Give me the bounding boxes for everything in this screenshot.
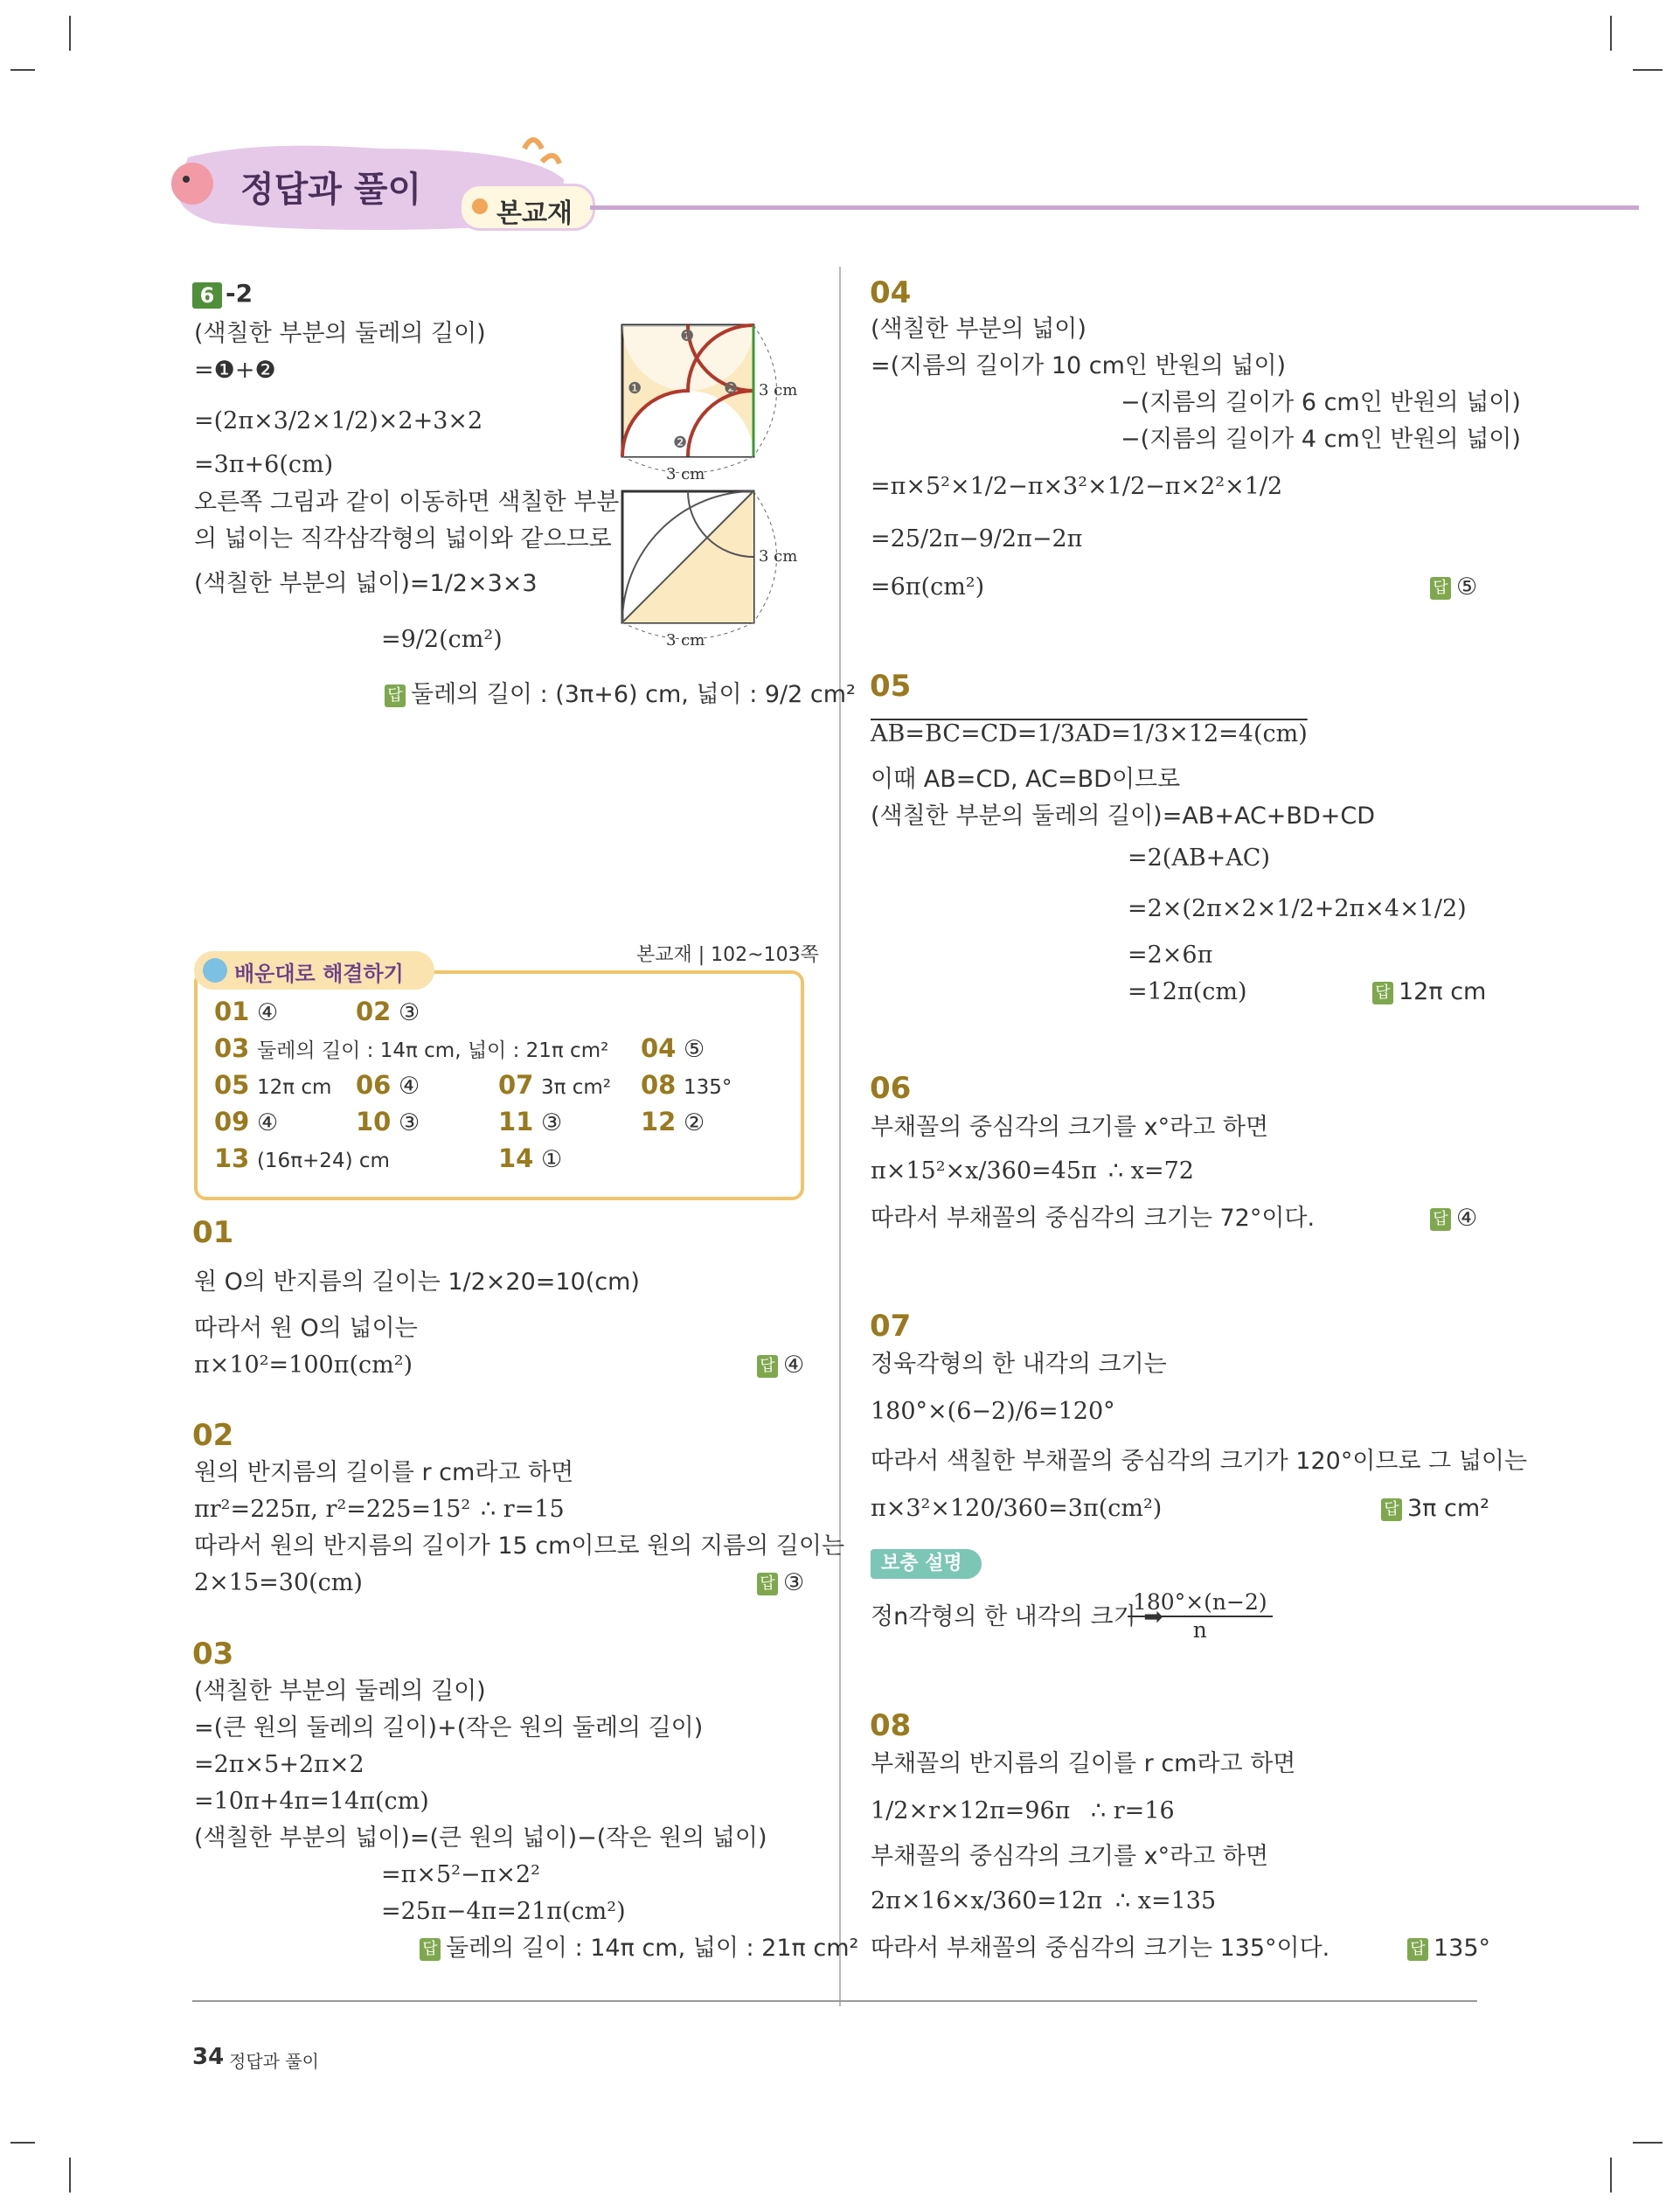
answer-text: ⑤ [1456,573,1478,601]
note-formula [1128,1589,1273,1644]
line: 정n각형의 한 내각의 크기 ➡ [871,1603,1163,1630]
problem-number: 03 [192,1637,234,1671]
answer-text: ③ [783,1569,805,1596]
line: 정육각형의 한 내각의 크기는 [871,1351,1167,1378]
answer-tag-icon: 답 [1430,577,1451,600]
line: ∴ x=72 [1108,1157,1194,1185]
line: (색칠한 부분의 넓이) [871,316,1086,343]
crop-mark [1633,69,1663,71]
crop-mark [1633,2142,1663,2144]
line: =π×5²−π×2² [381,1861,540,1888]
line: =6π(cm²) [871,573,985,601]
line: πr²=225π, r²=225=15² [194,1496,471,1523]
line: =π×5²×1/2−π×3²×1/2−π×2²×1/2 [871,473,1283,500]
answer-text: 3π cm² [1407,1495,1489,1522]
answer-tag-icon: 답 [1430,1208,1451,1231]
line: ∴ x=135 [1115,1887,1217,1915]
line: 오른쪽 그림과 같이 이동하면 색칠한 부분 [194,489,620,516]
fig-mark-1b: ❶ [628,379,642,398]
figure-6-2 [612,315,822,664]
answer [757,1566,804,1601]
line: =(큰 원의 둘레의 길이)+(작은 원의 둘레의 길이) [194,1714,704,1741]
summary-item: 02 ③ [356,997,420,1026]
line: 따라서 부채꼴의 중심각의 크기는 135°이다. [871,1935,1330,1962]
summary-item: 14 ① [498,1143,563,1173]
summary-title-pill [194,951,434,990]
line: 부채꼴의 중심각의 크기를 x°라고 하면 [871,1114,1269,1141]
whale-icon [203,958,227,983]
whale-icon [171,163,213,205]
problem-number: 02 [192,1418,234,1453]
line: ∴ r=15 [481,1496,565,1523]
line: (색칠한 부분의 둘레의 길이)=AB+AC+BD+CD [871,803,1376,830]
tab-pill [459,184,595,231]
note-label: 보충 설명 [871,1549,982,1579]
line: =10π+4π=14π(cm) [194,1788,429,1815]
line: =9/2(cm²) [381,626,503,653]
badge-suffix: -2 [226,279,253,308]
column-divider [839,267,841,2006]
header-rule [590,205,1639,210]
summary-item: 08 135° [641,1070,732,1100]
summary-item: 04 ⑤ [641,1033,705,1063]
line: =2×(2π×2×1/2+2π×4×1/2) [1128,895,1467,922]
line [194,404,482,439]
fig-mark-2: ❷ [724,379,739,398]
line: AB=BC=CD=1/3AD=1/3×12=4(cm) [871,720,1308,747]
line: 2π×16×x/360=12π [871,1887,1103,1915]
summary-item: 13 (16π+24) cm [214,1143,390,1173]
answer [1430,1201,1477,1236]
answer-tag-icon: 답 [757,1355,778,1378]
line: 이때 AB=CD, AC=BD이므로 [871,766,1181,793]
summary-item: 11 ③ [498,1107,563,1136]
header [153,131,1639,236]
line: (색칠한 부분의 둘레의 길이) [194,320,486,347]
crop-mark [10,2142,35,2144]
fig-dim-bottom-2: 3 cm [666,631,705,650]
answer [1372,975,1486,1010]
problem-number: 07 [870,1309,912,1344]
line: −(지름의 길이가 4 cm인 반원의 넓이) [1121,426,1521,453]
fig-mark-2b: ❷ [673,434,688,452]
dot-icon [472,198,488,214]
crop-mark [10,69,35,71]
summary-item: 05 12π cm [214,1070,332,1100]
answer-text: ④ [783,1352,805,1379]
line: 따라서 원 O의 넓이는 [194,1315,418,1342]
answer-tag-icon: 답 [1381,1498,1402,1521]
fig-mark-1: ❶ [680,327,695,345]
problem-number: 05 [870,669,912,704]
badge: 6 [192,282,222,309]
answer-tag-icon: 답 [1372,982,1393,1004]
line: =25π−4π=21π(cm²) [381,1898,626,1925]
summary-title: 배운대로 해결하기 [234,962,404,986]
line: 2×15=30(cm) [194,1569,363,1596]
line: −(지름의 길이가 6 cm인 반원의 넓이) [1121,389,1521,416]
line: 의 넓이는 직각삼각형의 넓이와 같으므로 [194,525,612,552]
fig-dim-side-2: 3 cm [759,547,798,566]
line: 따라서 부채꼴의 중심각의 크기는 72°이다. [871,1205,1316,1232]
answer-tag-icon: 답 [757,1573,778,1595]
line: =25/2π−9/2π−2π [871,525,1083,552]
line: 부채꼴의 반지름의 길이를 r cm라고 하면 [871,1750,1296,1777]
summary-item: 10 ③ [356,1107,420,1136]
line: 부채꼴의 중심각의 크기를 x°라고 하면 [871,1843,1269,1870]
crop-mark [69,16,71,51]
answer [420,1931,858,1966]
line: =2π×5+2π×2 [194,1751,364,1778]
line: 1/2×r×12π=96π [871,1797,1071,1824]
line: =12π(cm) [1128,978,1247,1005]
line: 따라서 색칠한 부채꼴의 중심각의 크기가 120°이므로 그 넓이는 [871,1448,1528,1475]
crop-mark [1610,2158,1612,2193]
page-title: 정답과 풀이 [240,170,422,210]
line: π×3²×120/360=3π(cm²) [871,1495,1163,1522]
line: 180°×(6−2)/6=120° [871,1398,1115,1425]
summary-grid [214,997,791,1189]
answer-text: 135° [1434,1935,1491,1962]
problem-number: 08 [870,1708,912,1743]
line: π×10²=100π(cm²) [194,1352,413,1379]
line-text: =(2π×3/2×1/2)×2+3×2 [194,407,483,434]
tab-label: 본교재 [496,198,573,229]
summary-pages: 본교재 | 102~103쪽 [636,944,819,966]
line: 따라서 원의 반지름의 길이가 15 cm이므로 원의 지름의 길이는 [194,1532,845,1560]
formula-denominator: n [1192,1617,1207,1643]
line: =2(AB+AC) [1128,844,1270,872]
answer-text: 12π cm [1399,978,1487,1005]
answer [757,1348,804,1383]
problem-number: 06 [870,1071,912,1106]
problem-number: 04 [870,275,912,310]
page-number: 34 [192,2044,225,2070]
answer-text: ④ [1456,1205,1478,1232]
line: ∴ r=16 [1091,1797,1175,1824]
fig-dim-side: 3 cm [759,381,798,400]
answer [1407,1931,1490,1966]
answer [385,678,856,712]
summary-item: 03 둘레의 길이 : 14π cm, 넓이 : 21π cm² [214,1033,609,1063]
answer-tag-icon: 답 [420,1938,441,1961]
line: (색칠한 부분의 넓이)=1/2×3×3 [194,570,538,597]
formula-numerator: 180°×(n−2) [1128,1589,1273,1617]
answer [1381,1491,1489,1526]
footer-rule [192,2000,1477,2002]
summary-item: 01 ④ [214,997,279,1026]
fig-dim-bottom: 3 cm [666,465,705,483]
line: π×15²×x/360=45π [871,1157,1097,1185]
line: =❶+❷ [194,357,276,384]
summary-item: 07 3π cm² [498,1070,612,1100]
answer-tag-icon: 답 [1407,1938,1428,1961]
footer-label: 정답과 풀이 [229,2051,319,2072]
line: =2×6π [1128,942,1213,969]
answer [1430,570,1477,605]
line: (색칠한 부분의 둘레의 길이) [194,1678,486,1705]
problem-number: 01 [192,1215,234,1250]
summary-item: 09 ④ [214,1107,279,1136]
crop-mark [1610,16,1612,51]
line: 원 O의 반지름의 길이는 1/2×20=10(cm) [194,1268,640,1296]
line: 원의 반지름의 길이를 r cm라고 하면 [194,1459,574,1486]
line: =3π+6(cm) [194,451,334,478]
summary-item: 06 ④ [356,1070,420,1100]
crop-mark [69,2158,71,2193]
answer-tag-icon: 답 [385,685,406,707]
line: (색칠한 부분의 넓이)=(큰 원의 넓이)−(작은 원의 넓이) [194,1824,767,1852]
answer-text: 둘레의 길이 : (3π+6) cm, 넓이 : 9/2 cm² [411,681,856,708]
summary-item: 12 ② [641,1107,705,1136]
answer-text: 둘레의 길이 : 14π cm, 넓이 : 21π cm² [446,1935,859,1962]
line: =(지름의 길이가 10 cm인 반원의 넓이) [871,352,1287,379]
